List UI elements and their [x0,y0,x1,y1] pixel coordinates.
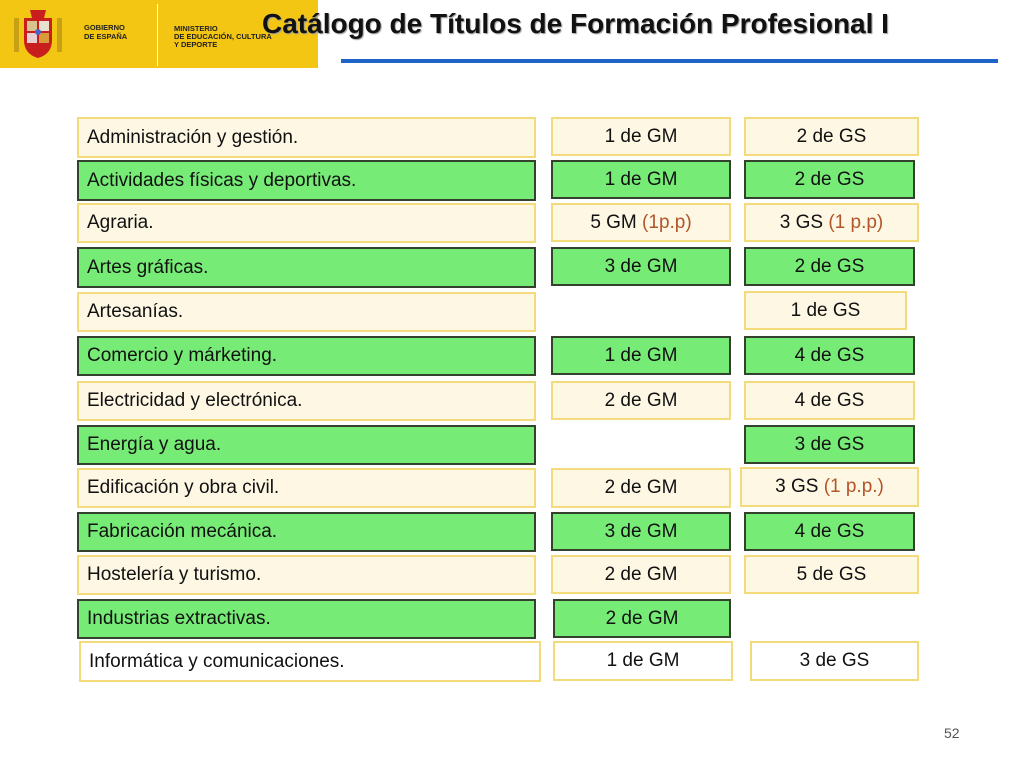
gs-count-cell: 5 de GS [744,555,919,594]
ministry-logo-text: MINISTERIO DE EDUCACIÓN, CULTURA Y DEPORTE [174,24,272,49]
family-cell: Informática y comunicaciones. [79,641,541,682]
gs-count-cell: 2 de GS [744,247,915,286]
page-number: 52 [944,725,960,741]
family-cell: Edificación y obra civil. [77,468,536,508]
title-underline [341,59,998,63]
family-cell: Hostelería y turismo. [77,555,536,595]
gs-note: (1 p.p) [828,211,884,233]
page-title: Catálogo de Títulos de Formación Profesional I [262,8,889,39]
gs-count-cell: 2 de GS [744,160,915,199]
gm-count-cell: 1 de GM [553,641,733,681]
gs-count-cell: 4 de GS [744,512,915,551]
gm-count-cell: 2 de GM [553,599,731,638]
family-cell: Industrias extractivas. [77,599,536,639]
coat-of-arms-icon [8,6,68,62]
gs-count-cell: 2 de GS [744,117,919,156]
gs-count-cell: 1 de GS [744,291,907,330]
gm-count-cell [551,203,731,242]
gs-count-value: 3 GS [775,476,819,497]
gm-count-cell: 2 de GM [551,468,731,508]
gs-count-cell: 3 de GS [744,425,915,464]
logo-divider [157,4,158,66]
family-cell: Comercio y márketing. [77,336,536,376]
gm-count-value: 5 GM [590,211,637,233]
gs-count-value: 3 GS [779,211,824,233]
gm-count-cell: 1 de GM [551,336,731,375]
gs-count-cell: 3 de GS [750,641,919,681]
gs-count-cell [740,467,919,507]
family-cell: Artes gráficas. [77,247,536,288]
gs-count-cell: 4 de GS [744,336,915,375]
gm-count-cell: 1 de GM [551,117,731,156]
gm-count-cell: 3 de GM [551,512,731,551]
family-cell: Administración y gestión. [77,117,536,158]
family-cell: Electricidad y electrónica. [77,381,536,421]
gm-count-cell: 2 de GM [551,555,731,594]
family-cell: Actividades físicas y deportivas. [77,160,536,201]
gm-note: (1p.p) [642,211,692,233]
family-cell: Agraria. [77,203,536,243]
family-cell: Artesanías. [77,292,536,332]
family-cell: Energía y agua. [77,425,536,465]
gs-count-cell [744,203,919,242]
gm-count-cell: 1 de GM [551,160,731,199]
family-cell: Fabricación mecánica. [77,512,536,552]
government-logo-text: GOBIERNO DE ESPAÑA [84,23,128,41]
gs-note: (1 p.p.) [823,476,884,497]
gm-count-cell: 2 de GM [551,381,731,420]
gs-count-cell: 4 de GS [744,381,915,420]
gm-count-cell: 3 de GM [551,247,731,286]
